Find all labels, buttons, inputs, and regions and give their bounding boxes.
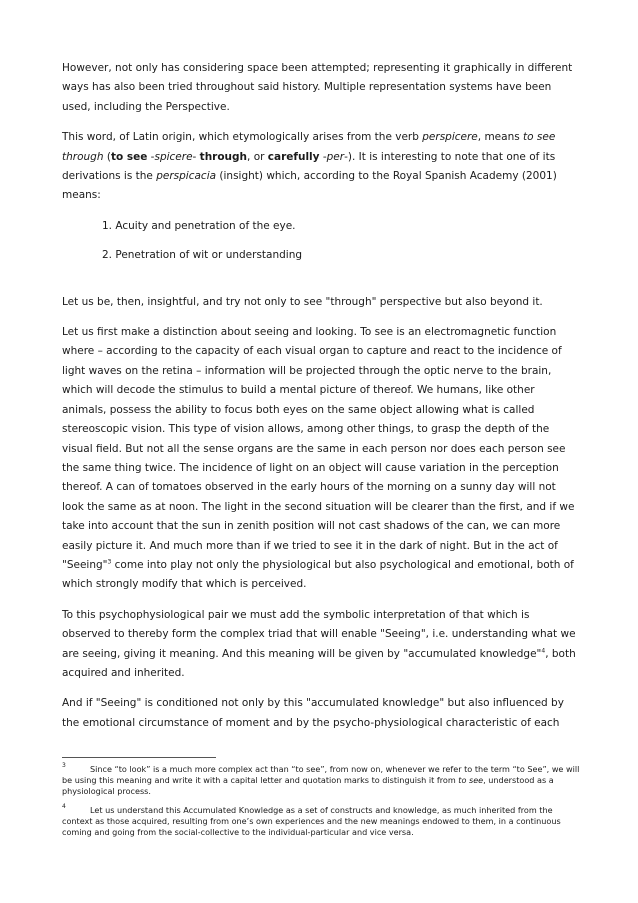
- list-item: 2. Penetration of wit or understanding: [102, 249, 303, 262]
- document-body: [62, 59, 578, 744]
- text-run: , both acquired and inherited.: [62, 647, 576, 679]
- footnote-divider: [62, 757, 216, 758]
- term-to-see: to see: [110, 150, 148, 163]
- text-run: Let us first make a distinction about seeing and looking. To see is an electromagnetic function where – according to the capacity of each visual organ to capture and react to the incidence of light waves on the retina – information will be projected through the optic nerve to the brain, which will decode the stimulus to build a mental picture of thereof. We humans, like other animals, possess the ability to focus both eyes on the same object allowing what is called stereoscopic vision. This type of vision allows, among other things, to grasp the depth of the visual field. But not all the sense organs are the same in each person nor does each person see the same thing twice. The incidence of light on an object will cause variation in the perception thereof. A can of tomatoes observed in the early hours of the morning on a sunny day will not look the same as at noon. The light in the second situation will be clearer than the first, and if we take into account that the sun in zenith position will not cast shadows of the can, we can more easily picture it. And much more than if we tried to see it in the dark of night. But in the act of "Seeing": [62, 326, 575, 571]
- text-run: This word, of Latin origin, which etymologically arises from the verb: [62, 131, 423, 144]
- footnote-mark: 4: [62, 803, 66, 811]
- text-run: -: [147, 150, 155, 163]
- paragraph-conditioned-seeing: And if "Seeing" is conditioned not only by this "accumulated knowledge" but also influenced by the emotional circumstance of moment and by the psycho-physiological characteristic of each: [62, 697, 564, 729]
- footnote-ref-3[interactable]: 3: [107, 558, 112, 566]
- term-perspicere: perspicere: [422, 131, 478, 144]
- text-run: (: [103, 150, 111, 163]
- definition-list: [62, 217, 578, 266]
- paragraph-seeing-looking: [62, 323, 578, 595]
- term-to-see-through: to see through: [62, 131, 556, 163]
- text-run: -: [319, 150, 327, 163]
- text-run: -). It is interesting to note that one of its derivations is the: [62, 150, 556, 183]
- footnote-text: Let us understand this Accumulated Knowledge as a set of constructs and knowledge, as much inherited from the context as those acquired, resulting from one’s own experiences and the new meanings endowed to them, in a continuous coming and going from the social-collective to the individual-particular and vice versa.: [62, 805, 561, 837]
- footnote-mark: 3: [62, 762, 66, 769]
- term-to-see: to see: [458, 774, 484, 785]
- list-item: 1. Acuity and penetration of the eye.: [102, 219, 296, 232]
- footnote-4: [62, 805, 582, 837]
- term-perspicacia: perspicacia: [156, 170, 217, 183]
- paragraph-psychophysiological: [62, 606, 578, 684]
- footnote-text: [62, 764, 582, 796]
- footnote-ref-4[interactable]: 4: [541, 647, 546, 655]
- text-run: (insight) which, according to the Royal Spanish Academy (2001) means:: [62, 170, 557, 202]
- term-per: per: [326, 150, 345, 163]
- paragraph-insightful: Let us be, then, insightful, and try not only to see "through" perspective but also beyond it.: [62, 295, 543, 308]
- paragraph-etymology: [62, 128, 578, 206]
- text-run: , or: [247, 150, 268, 163]
- text-run: -: [192, 150, 200, 163]
- text-run: To this psychophysiological pair we must add the symbolic interpretation of that which is observed to thereby form the complex triad that will enable "Seeing", i.e. understanding what we are seeing, giving it meaning. And this meaning will be given by "accumulated knowledge": [62, 608, 576, 660]
- footnote-3: [62, 764, 582, 796]
- term-carefully: carefully: [267, 150, 320, 163]
- text-run: come into play not only the physiological but also psychological and emotional, both of which strongly modify that which is perceived.: [62, 558, 574, 591]
- term-through: through: [199, 150, 248, 163]
- text-run: , understood as a physiological process.: [62, 774, 554, 796]
- footnotes-section: [62, 757, 582, 847]
- paragraph-space-representation: However, not only has considering space been attempted; representing it graphically in different ways has also been tried throughout said history. Multiple representation systems have been used, including the Perspective.: [62, 62, 573, 113]
- text-run: , means: [477, 131, 524, 144]
- term-spicere: spicere: [154, 150, 193, 163]
- text-run: Since “to look” is a much more complex act than “to see”, from now on, whenever we refer to the term “to See”, we will be using this meaning and write it with a capital letter and quotation marks to distinguish it from: [62, 764, 580, 785]
